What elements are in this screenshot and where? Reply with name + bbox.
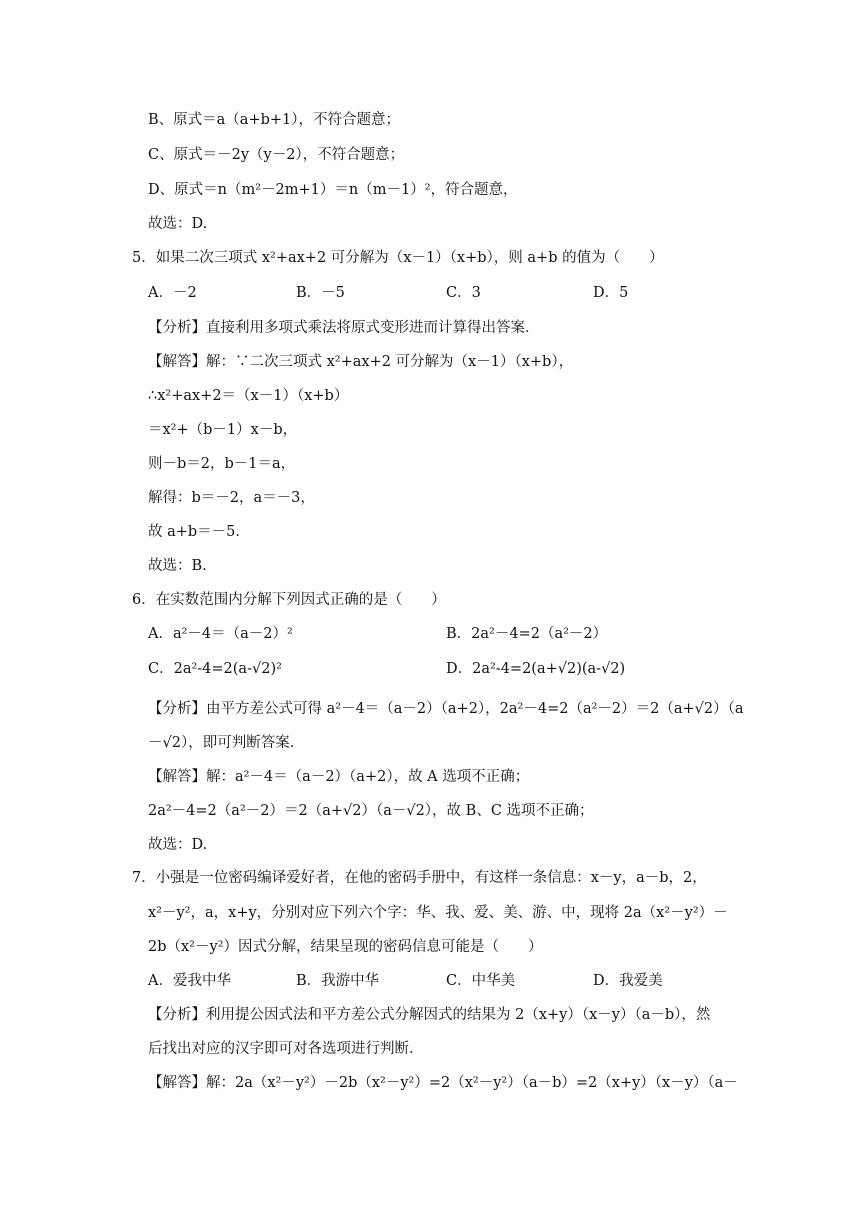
option-a: A．爱我中华 [148,973,231,989]
analysis-line: 【分析】直接利用多项式乘法将原式变形进而计算得出答案． [148,320,540,336]
question-6: 6．在实数范围内分解下列因式正确的是（ ） [132,592,446,608]
text-line: 解得：b＝－2，a＝－3， [148,490,315,506]
analysis-line: 【分析】利用提公因式法和平方差公式分解因式的结果为 2（x+y）（x－y）（a－b），然 [148,1007,711,1023]
option-b: B．2a²－4=2（a²－2） [446,626,608,642]
question-5: 5．如果二次三项式 x²+ax+2 可分解为（x－1）（x+b），则 a+b 的值为（ ） [132,250,664,266]
option-c: C．中华美 [446,973,516,989]
text-line: C、原式＝－2y（y－2），不符合题意； [148,147,405,163]
text-line: －√2），即可判断答案． [148,735,305,751]
option-b: B．我游中华 [296,973,380,989]
text-line: D、原式＝n（m²－2m+1）＝n（m－1）²，符合题意， [148,182,518,198]
text-line: 故选：B. [148,558,207,574]
text-line: 故选：D. [148,837,208,853]
text-line: ＝x²+（b－1）x－b， [148,422,298,438]
option-d: D．2a²-4=2(a+√2)(a-√2) [446,661,626,677]
text-line: ∴x²+ax+2＝（x－1）（x+b） [148,388,349,404]
option-c: C．2a²-4=2(a-√2)² [148,661,282,677]
option-c: C．3 [446,285,481,301]
text-line: 则－b＝2，b－1＝a， [148,456,296,472]
solution-line: 【解答】解：2a（x²－y²）－2b（x²－y²）=2（x²－y²）（a－b）=2（x+y）（x－y）（a－ [148,1075,738,1091]
solution-line: 【解答】解：∵二次三项式 x²+ax+2 可分解为（x－1）（x+b）， [148,354,574,370]
question-7: 7．小强是一位密码编译爱好者，在他的密码手册中，有这样一条信息：x－y，a－b，2， [132,870,707,886]
text-line: 故 a+b＝－5． [148,524,250,540]
option-a: A．a²－4＝（a－2）² [148,626,293,642]
analysis-line: 【分析】由平方差公式可得 a²－4＝（a－2）（a+2），2a²－4=2（a²－2）＝2（a+√2）（a [148,701,744,717]
solution-line: 【解答】解：a²－4＝（a－2）（a+2），故 A 选项不正确； [148,769,530,785]
text-line: 2a²－4=2（a²－2）＝2（a+√2）（a－√2），故 B、C 选项不正确； [148,803,594,819]
text-line: 2b（x²－y²）因式分解，结果呈现的密码信息可能是（ ） [148,939,543,955]
option-d: D．我爱美 [593,973,663,989]
text-line: 后找出对应的汉字即可对各选项进行判断． [148,1041,424,1057]
text-line: x²－y²，a，x+y，分别对应下列六个字：华、我、爱、美、游、中，现将 2a（x²－y²）－ [148,905,728,921]
text-line: 故选：D. [148,216,208,232]
option-a: A．－2 [148,285,197,301]
option-d: D．5 [593,285,629,301]
option-b: B．－5 [296,285,345,301]
text-line: B、原式＝a（a+b+1），不符合题意； [148,112,401,128]
